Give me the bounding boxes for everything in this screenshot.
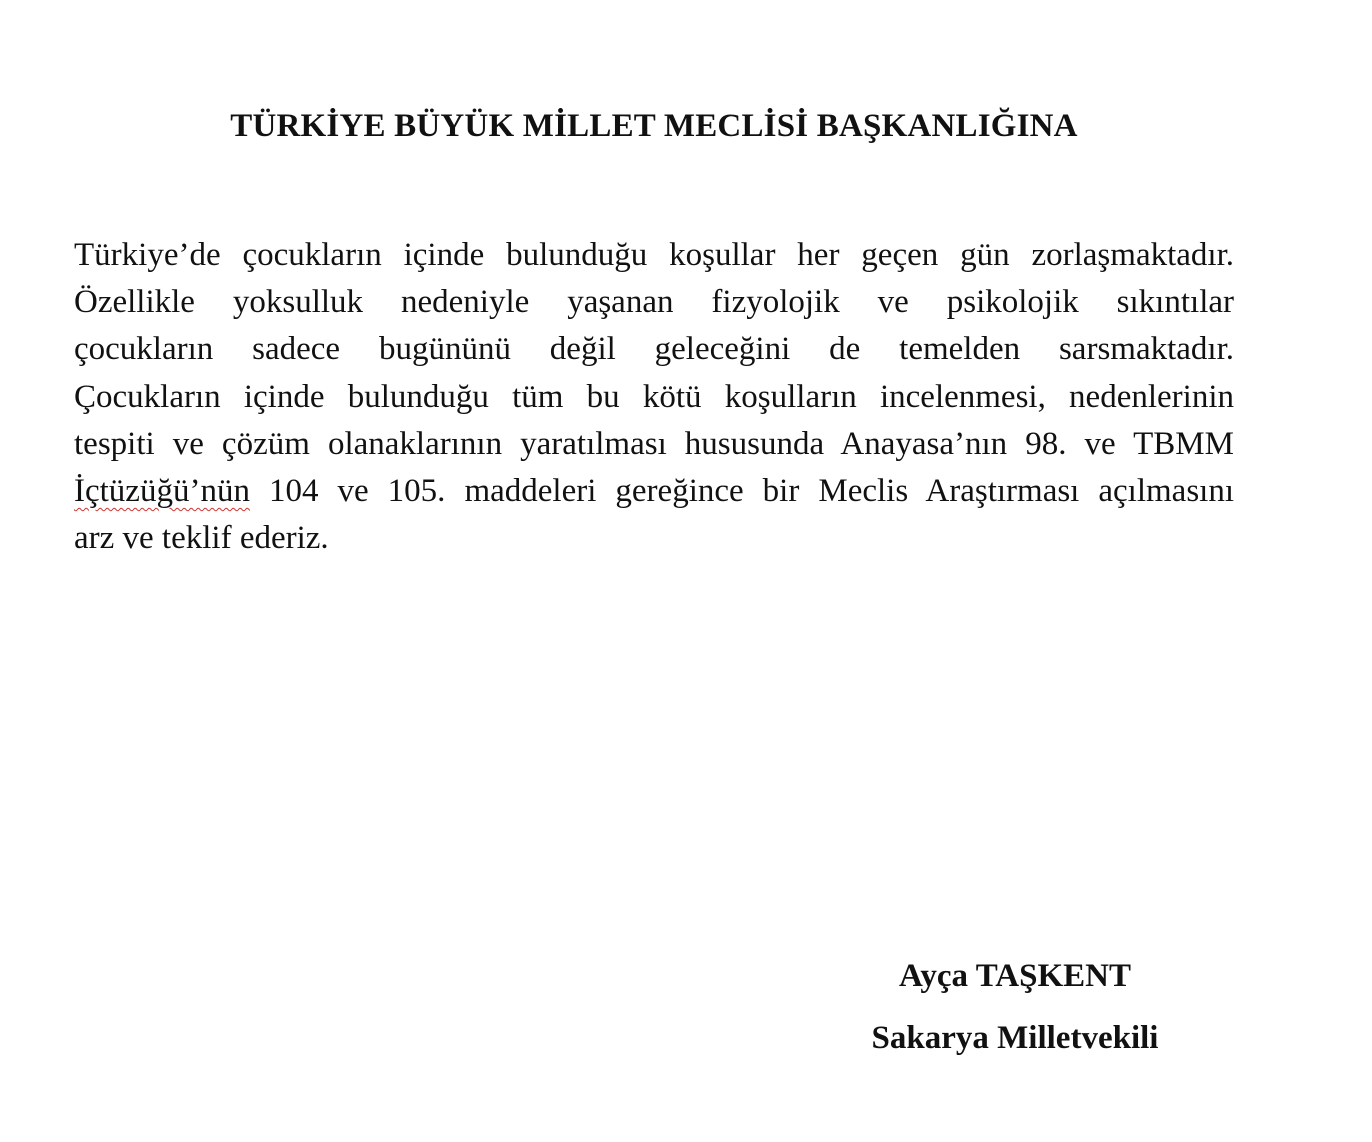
body-line: çocukların sadece bugününü değil geleceğini de temelden sarsmaktadır. [74, 331, 1234, 368]
body-line-rest: 104 ve 105. maddeleri gereğince bir Meclis Araştırması açılmasını [268, 473, 1234, 510]
body-line: Çocukların içinde bulunduğu tüm bu kötü koşulların incelenmesi, nedenlerinin [74, 378, 1234, 415]
spellcheck-underlined-word[interactable]: İçtüzüğü’nün [74, 473, 250, 510]
body-line: Türkiye’de çocukların içinde bulunduğu koşullar her geçen gün zorlaşmaktadır. [74, 237, 1234, 273]
body-line-with-spellcheck [74, 468, 1234, 515]
document-body [74, 232, 1234, 562]
body-line: tespiti ve çözüm olanaklarının yaratılması hususunda Anayasa’nın 98. ve TBMM [74, 425, 1234, 462]
body-line: Özellikle yoksulluk nedeniyle yaşanan fizyolojik ve psikolojik sıkıntılar [74, 284, 1234, 321]
signature-name: Ayça TAŞKENT [899, 958, 1131, 994]
document-title: TÜRKİYE BÜYÜK MİLLET MECLİSİ BAŞKANLIĞINA [230, 108, 1078, 144]
signature-role: Sakarya Milletvekili [871, 1020, 1159, 1056]
body-line: arz ve teklif ederiz. [74, 520, 329, 557]
